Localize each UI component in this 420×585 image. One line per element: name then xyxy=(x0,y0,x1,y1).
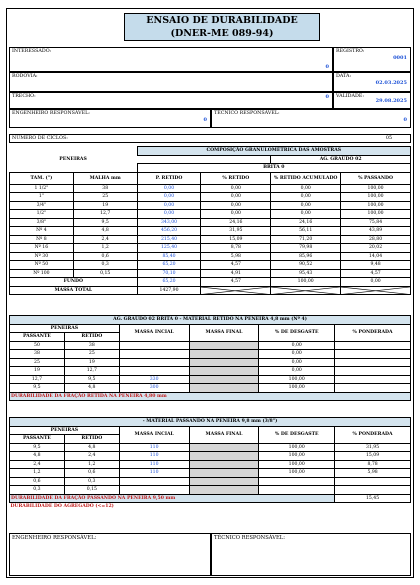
retido-cell xyxy=(335,367,411,376)
gran-cell: 1/2" xyxy=(10,210,74,219)
passando-cell xyxy=(189,486,259,495)
gran-cell: 0,3 xyxy=(73,261,137,270)
gran-row xyxy=(10,269,411,278)
fundo-pass: 0,00 xyxy=(341,278,411,287)
info-ciclos xyxy=(9,134,411,143)
registro-label: REGISTRO: xyxy=(336,49,365,54)
retido-cell xyxy=(189,384,259,393)
retido-cell: 38 xyxy=(10,350,65,359)
passando-cell: 1,2 xyxy=(64,460,119,469)
passando-cell: 110 xyxy=(119,469,189,478)
gran-cell: 12,7 xyxy=(73,210,137,219)
gran-cell: 14,04 xyxy=(341,252,411,261)
engenheiro-value: 0 xyxy=(203,117,207,123)
retido-retido-header: RETIDO xyxy=(64,333,119,342)
gran-cell: 79,98 xyxy=(271,244,341,253)
passando-row xyxy=(10,443,411,452)
passando-massa-inicial-header: MASSA INCIAL xyxy=(119,426,189,443)
gran-cell: 3/4" xyxy=(10,201,74,210)
passando-cell: 1,2 xyxy=(10,469,65,478)
gran-cell: 95,43 xyxy=(271,269,341,278)
retido-peneiras-header: PENEIRAS xyxy=(10,324,120,333)
retido-cell: 25 xyxy=(10,358,65,367)
passando-cell: 4,8 xyxy=(10,452,65,461)
retido-cell xyxy=(189,375,259,384)
info-registro xyxy=(333,47,411,72)
gran-cell: 85,40 xyxy=(137,252,201,261)
validade-value: 29.08.2025 xyxy=(375,98,407,104)
retido-row xyxy=(10,358,411,367)
passando-cell xyxy=(189,477,259,486)
massa-total-label: MASSA TOTAL xyxy=(10,286,138,295)
cross-cell xyxy=(201,286,271,295)
retido-cell: 4,8 xyxy=(64,384,119,393)
passando-cell xyxy=(259,477,335,486)
retido-cell xyxy=(335,350,411,359)
retido-cell xyxy=(189,341,259,350)
retido-cell xyxy=(189,358,259,367)
peneiras-header: PENEIRAS xyxy=(59,156,87,162)
footer-engenheiro-label: ENGENHEIRO RESPONSÁVEL: xyxy=(12,535,97,541)
massa-total-value: 1427,90 xyxy=(137,286,201,295)
gran-cell: 38 xyxy=(73,184,137,193)
passando-cell: 100,00 xyxy=(259,443,335,452)
validade-label: VALIDADE: xyxy=(336,94,364,99)
gran-cell: 75,84 xyxy=(341,218,411,227)
composicao-title: COMPOSIÇÃO GRANULOMÉTRICA DAS AMOSTRAS xyxy=(137,147,410,156)
gran-cell: 9,48 xyxy=(341,261,411,270)
gran-cell: 5,98 xyxy=(201,252,271,261)
passando-peneiras-header: PENEIRAS xyxy=(10,426,120,435)
col-malha: MALHA mm xyxy=(73,172,137,184)
data-value: 02.03.2025 xyxy=(375,80,407,86)
gran-cell: 25 xyxy=(73,193,137,202)
gran-cell: 24,16 xyxy=(201,218,271,227)
retido-cell: 0,00 xyxy=(259,367,335,376)
gran-cell: Nº 16 xyxy=(10,244,74,253)
gran-cell: 0,15 xyxy=(73,269,137,278)
retido-durab-label: DURABILIDADE DA FRAÇÃO RETIDA NA PENEIRA 4,80 mm xyxy=(10,392,411,401)
passando-cell xyxy=(335,486,411,495)
retido-cell: 300 xyxy=(119,384,189,393)
retido-title: AG. GRAÚDO 02 BRITA 0 - MATERIAL RETIDO NA PENEIRA 4,8 mm (Nº 4) xyxy=(10,316,411,325)
gran-cell: 0,00 xyxy=(137,184,201,193)
tecnico-value: 0 xyxy=(403,117,407,123)
retido-cell: 12,7 xyxy=(64,367,119,376)
brita-title: BRITA 0 xyxy=(137,164,410,173)
retido-table xyxy=(9,315,411,401)
retido-cell: 19 xyxy=(64,358,119,367)
agregado-durab-label: DURABILIDADE DO AGREGADO (<=12) xyxy=(10,504,114,510)
trecho-value: 0 xyxy=(325,94,329,100)
gran-cell: 24,16 xyxy=(271,218,341,227)
granulometry-table xyxy=(9,146,411,295)
info-rodovia xyxy=(9,72,333,92)
gran-cell: 20,02 xyxy=(341,244,411,253)
passando-massa-final-header: MASSA FINAL xyxy=(189,426,259,443)
col-passando: % PASSANDO xyxy=(341,172,411,184)
gran-cell: 0,00 xyxy=(271,193,341,202)
retido-cell xyxy=(119,358,189,367)
passando-cell: 100,00 xyxy=(259,469,335,478)
passando-cell xyxy=(259,486,335,495)
passando-durab-label: DURABILIDADE DA FRAÇÃO PASSANDO NA PENEIRA 9,50 mm xyxy=(10,494,335,503)
gran-row xyxy=(10,218,411,227)
retido-row xyxy=(10,375,411,384)
retido-massa-inicial-header: MASSA INCIAL xyxy=(119,324,189,341)
passando-cell: 0,6 xyxy=(64,469,119,478)
passando-row xyxy=(10,460,411,469)
report-sheet xyxy=(6,8,414,578)
gran-cell: 4,8 xyxy=(73,227,137,236)
gran-row xyxy=(10,235,411,244)
gran-cell: 2,4 xyxy=(73,235,137,244)
passando-cell xyxy=(189,460,259,469)
footer-engenheiro xyxy=(9,533,211,576)
passando-cell xyxy=(189,452,259,461)
info-interessado xyxy=(9,47,333,72)
retido-row xyxy=(10,341,411,350)
gran-cell: 0,00 xyxy=(137,201,201,210)
passando-ponderada-header: % PONDERADA xyxy=(335,426,411,443)
passando-cell: 100,00 xyxy=(259,460,335,469)
gran-cell: Nº 8 xyxy=(10,235,74,244)
col-tam: TAM. (") xyxy=(10,172,74,184)
ciclos-label: NÚMERO DE CICLOS: xyxy=(12,136,68,141)
footer-tecnico xyxy=(211,533,411,576)
gran-row xyxy=(10,193,411,202)
passando-cell: 4,8 xyxy=(64,443,119,452)
tecnico-label: TÉCNICO RESPONSÁVEL: xyxy=(214,111,280,116)
gran-cell: 4,57 xyxy=(201,261,271,270)
passando-cell xyxy=(119,477,189,486)
gran-row xyxy=(10,252,411,261)
report-subtitle: (DNER-ME 089-94) xyxy=(170,28,274,39)
fundo-acum: 100,00 xyxy=(271,278,341,287)
report-title: ENSAIO DE DURABILIDADE xyxy=(146,15,298,26)
gran-cell: 8,78 xyxy=(201,244,271,253)
passando-title: - MATERIAL PASSANDO NA PENEIRA 9,8 mm (3/8") xyxy=(10,418,411,427)
gran-cell: 4,57 xyxy=(341,269,411,278)
info-tecnico xyxy=(211,109,411,128)
passando-cell xyxy=(335,477,411,486)
retido-cell: 0,00 xyxy=(259,358,335,367)
fundo-label: FUNDO xyxy=(10,278,138,287)
gran-row xyxy=(10,184,411,193)
passando-row xyxy=(10,469,411,478)
retido-cell: 19 xyxy=(10,367,65,376)
passando-cell xyxy=(119,486,189,495)
gran-cell: 0,00 xyxy=(201,184,271,193)
gran-cell: 15,09 xyxy=(201,235,271,244)
passando-cell: 0,6 xyxy=(10,477,65,486)
passando-cell: 110 xyxy=(119,452,189,461)
retido-row xyxy=(10,384,411,393)
gran-cell: 85,96 xyxy=(271,252,341,261)
retido-cell xyxy=(335,375,411,384)
ciclos-value: 05 xyxy=(385,136,392,141)
gran-cell: 100,00 xyxy=(341,184,411,193)
gran-cell: 65,20 xyxy=(137,261,201,270)
gran-cell: 215,40 xyxy=(137,235,201,244)
retido-row xyxy=(10,367,411,376)
gran-cell: 71,20 xyxy=(271,235,341,244)
col-retido-acumulado: % RETIDO ACUMULADO xyxy=(271,172,341,184)
gran-cell: 0,6 xyxy=(73,252,137,261)
gran-cell: 0,00 xyxy=(201,201,271,210)
info-validade xyxy=(333,92,411,109)
retido-cell xyxy=(189,367,259,376)
registro-value: 0001 xyxy=(393,55,407,61)
gran-cell: 4,91 xyxy=(201,269,271,278)
retido-cell: 25 xyxy=(64,350,119,359)
gran-cell: Nº 30 xyxy=(10,252,74,261)
passando-cell: 15,09 xyxy=(335,452,411,461)
gran-cell: 343,00 xyxy=(137,218,201,227)
retido-cell xyxy=(335,384,411,393)
gran-cell: 43,89 xyxy=(341,227,411,236)
fundo-retido: 65,20 xyxy=(137,278,201,287)
passando-cell: 0,3 xyxy=(64,477,119,486)
passando-cell xyxy=(189,443,259,452)
gran-cell: 1,2 xyxy=(73,244,137,253)
gran-cell: 125,40 xyxy=(137,244,201,253)
passando-cell: 5,98 xyxy=(335,469,411,478)
retido-cell: 9,5 xyxy=(10,384,65,393)
info-trecho xyxy=(9,92,333,109)
passando-row xyxy=(10,452,411,461)
passando-cell: 110 xyxy=(119,443,189,452)
retido-cell: 100,00 xyxy=(259,375,335,384)
gran-cell: Nº 100 xyxy=(10,269,74,278)
gran-cell: 0,00 xyxy=(271,184,341,193)
gran-cell: 456,20 xyxy=(137,227,201,236)
gran-cell: 56,11 xyxy=(271,227,341,236)
passando-cell xyxy=(189,469,259,478)
retido-cell xyxy=(335,341,411,350)
retido-cell: 0,00 xyxy=(259,350,335,359)
gran-cell: 0,00 xyxy=(137,193,201,202)
gran-cell: 0,00 xyxy=(271,201,341,210)
retido-cell: 50 xyxy=(10,341,65,350)
passando-cell: 8,78 xyxy=(335,460,411,469)
retido-ponderada-header: % PONDERADA xyxy=(335,324,411,341)
col-p-retido: P. RETIDO xyxy=(137,172,201,184)
gran-cell: 0,00 xyxy=(271,210,341,219)
passando-row xyxy=(10,486,411,495)
retido-cell xyxy=(189,350,259,359)
retido-cell: 330 xyxy=(119,375,189,384)
gran-cell: 70,10 xyxy=(137,269,201,278)
info-data xyxy=(333,72,411,92)
data-label: DATA: xyxy=(336,74,352,79)
footer-tecnico-label: TÉCNICO RESPONSÁVEL: xyxy=(214,535,285,541)
gran-cell: 19 xyxy=(73,201,137,210)
trecho-label: TRECHO: xyxy=(12,94,36,99)
passando-cell: 0,3 xyxy=(10,486,65,495)
retido-desgaste-header: % DE DESGASTE xyxy=(259,324,335,341)
gran-cell: 100,00 xyxy=(341,210,411,219)
gran-cell: 0,00 xyxy=(201,210,271,219)
passando-cell: 0,15 xyxy=(64,486,119,495)
retido-passante-header: PASSANTE xyxy=(10,333,65,342)
gran-cell: Nº 4 xyxy=(10,227,74,236)
passando-cell: 110 xyxy=(119,460,189,469)
gran-cell: 0,00 xyxy=(137,210,201,219)
retido-cell: 38 xyxy=(64,341,119,350)
retido-cell xyxy=(119,350,189,359)
gran-cell: 100,00 xyxy=(341,201,411,210)
gran-cell: 9,5 xyxy=(73,218,137,227)
gran-cell: Nº 50 xyxy=(10,261,74,270)
gran-row xyxy=(10,261,411,270)
passando-cell: 2,4 xyxy=(64,452,119,461)
interessado-label: INTERESSADO: xyxy=(12,49,52,54)
cross-cell xyxy=(271,286,341,295)
engenheiro-label: ENGENHEIRO RESPONSÁVEL: xyxy=(12,111,90,116)
rodovia-label: RODOVIA: xyxy=(12,74,38,79)
retido-row xyxy=(10,350,411,359)
ag-graudo-title: AG. GRAÚDO 02 xyxy=(271,155,411,164)
fundo-pct: 4,57 xyxy=(201,278,271,287)
gran-cell: 28,80 xyxy=(341,235,411,244)
report-title-box xyxy=(124,13,320,41)
gran-cell: 100,00 xyxy=(341,193,411,202)
gran-cell: 31,95 xyxy=(201,227,271,236)
retido-cell: 9,5 xyxy=(64,375,119,384)
passando-passante-header: PASSANTE xyxy=(10,435,65,444)
retido-cell: 100,00 xyxy=(259,384,335,393)
passando-cell: 2,4 xyxy=(10,460,65,469)
gran-row xyxy=(10,244,411,253)
gran-row xyxy=(10,210,411,219)
retido-cell xyxy=(119,367,189,376)
cross-cell xyxy=(341,286,411,295)
passando-cell: 31,95 xyxy=(335,443,411,452)
gran-cell: 90,52 xyxy=(271,261,341,270)
passando-cell: 100,00 xyxy=(259,452,335,461)
retido-cell: 12,7 xyxy=(10,375,65,384)
retido-cell xyxy=(119,341,189,350)
gran-cell: 0,00 xyxy=(201,193,271,202)
passando-durab-value: 15,45 xyxy=(335,494,411,503)
passando-desgaste-header: % DE DESGASTE xyxy=(259,426,335,443)
info-engenheiro xyxy=(9,109,211,128)
retido-cell xyxy=(335,358,411,367)
gran-cell: 3/8" xyxy=(10,218,74,227)
retido-massa-final-header: MASSA FINAL xyxy=(189,324,259,341)
gran-cell: 1 1/2" xyxy=(10,184,74,193)
passando-cell: 9,5 xyxy=(10,443,65,452)
passando-table xyxy=(9,417,411,511)
gran-cell: 1" xyxy=(10,193,74,202)
gran-row xyxy=(10,227,411,236)
passando-retido-header: RETIDO xyxy=(64,435,119,444)
col-pct-retido: % RETIDO xyxy=(201,172,271,184)
gran-row xyxy=(10,201,411,210)
interessado-value: 0 xyxy=(325,64,329,70)
retido-cell: 0,00 xyxy=(259,341,335,350)
passando-row xyxy=(10,477,411,486)
